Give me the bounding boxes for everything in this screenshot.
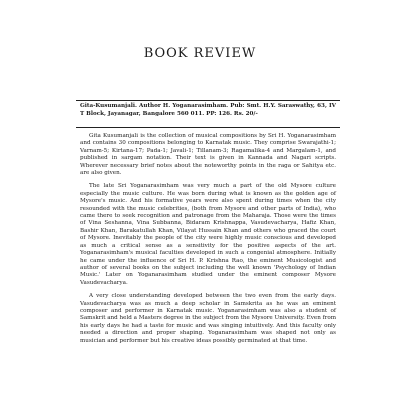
citation-top-rule — [76, 100, 340, 101]
book-citation: Gita-Kusumanjali. Author H. Yoganarasimham. Pub: Smt. H.Y. Saraswathy, 63, IV T Block, Jayanagar, Bangalore 560 011. PP: 126. Rs. 20/- — [80, 103, 336, 117]
citation-bottom-rule — [76, 127, 340, 128]
review-paragraph: The late Sri Yoganarasimham was very much a part of the old Mysore culture especially the music culture. He was born during what is known as the golden age of Mysore's music. And his formative years were also spent during times when the city resounded with the music celebrities, (both from Mysore and other parts of India), who came there to seek recognition and patronage from the Maharaja. Those were the times of Vina Seshanna, Vina Subbanna, Bidaram Krishnappa, Vasudevacharya, Hafiz Khan, Bashir Khan, Barakatullah Khan, Vilayat Hussain Khan and others who graced the court of Mysore. Inevitably the people of the city were highly music conscious and developed as much a critical sense as a sensitivity for the positive aspects of the art. Yoganarasimham's musical faculties developed in such a congenial atmosphere. Initially he came under the influence of Sri H. P. Krishna Rao, the eminent Musicologist and author of several books on the subject including the well known 'Psychology of Indian Music.' Later on Yoganarasimham studied under the eminent composer Mysore Vasudevacharya. — [80, 183, 336, 286]
review-paragraph: Gita Kusumanjali is the collection of musical compositions by Sri H. Yoganarasimham and contains 30 compositions belonging to Karnatak music. They comprise Swarajathi-1; Varnam-5; Kirtana-17; Pada-1; Javali-1; Tillanam-3; Ragamalika-4 and Margalam-1, and published in sargam notation. Their text is given in Kannada and Nagari scripts. Wherever necessary brief notes about the noteworthy points in the raga or Sahitya etc. are also given. — [80, 133, 336, 177]
section-title: BOOK REVIEW — [143, 46, 257, 61]
review-body — [80, 133, 336, 351]
review-paragraph: A very close understanding developed between the two even from the early days. Vasudevacharya was as much a deep scholar in Samskrita as he was an eminent composer and performer in Karnatak music. Yoganarasimham was also a student of Samskrit and held a Masters degree in the subject from the Mysore University. Even from his early days he had a taste for music and was singing intuitively. And this faculty only needed a direction and proper shaping. Yoganarasimham was shaped not only as musician and performer but his creative ideas possibly germinated at that time. — [80, 293, 336, 344]
